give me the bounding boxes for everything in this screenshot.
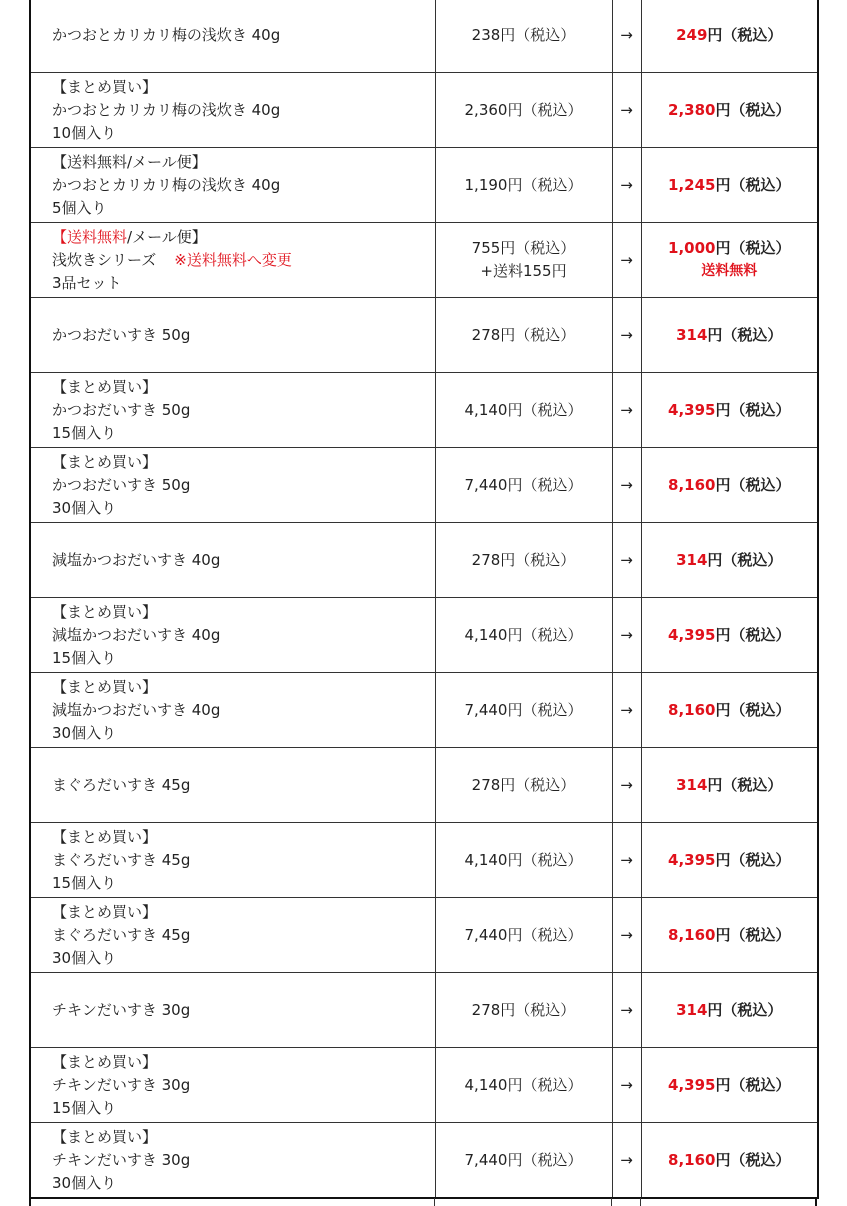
product-name-line: かつおとカリカリ梅の浅炊き 40g bbox=[52, 100, 281, 119]
new-price-amount: 8,160 bbox=[668, 1150, 716, 1169]
new-price bbox=[642, 237, 818, 260]
old-price-cell bbox=[435, 73, 612, 148]
mail-delivery-label: /メール便】 bbox=[127, 227, 207, 246]
old-price-cell bbox=[435, 748, 612, 823]
arrow-cell bbox=[612, 448, 641, 523]
new-price-cell bbox=[641, 0, 818, 73]
old-price-cell bbox=[435, 973, 612, 1048]
right-arrow-icon: → bbox=[620, 700, 633, 719]
product-name-line: 【まとめ買い】 bbox=[52, 902, 158, 921]
product-name-line: かつおだいすき 50g bbox=[52, 475, 191, 494]
arrow-cell bbox=[612, 1123, 641, 1199]
new-price bbox=[642, 699, 818, 722]
arrow-cell bbox=[612, 823, 641, 898]
old-price: 7,440円（税込） bbox=[464, 475, 583, 494]
table-row bbox=[30, 598, 818, 673]
new-price bbox=[642, 24, 818, 47]
new-price-amount: 314 bbox=[676, 325, 708, 344]
arrow-cell bbox=[612, 298, 641, 373]
product-name-cell bbox=[30, 748, 435, 823]
right-arrow-icon: → bbox=[620, 925, 633, 944]
old-price: 4,140円（税込） bbox=[464, 850, 583, 869]
new-price-cell bbox=[641, 973, 818, 1048]
new-price-suffix: 円（税込） bbox=[715, 850, 791, 869]
old-price: 7,440円（税込） bbox=[464, 700, 583, 719]
product-name-line: 30個入り bbox=[52, 948, 117, 967]
new-price-amount: 8,160 bbox=[668, 475, 716, 494]
product-name-line: まぐろだいすき 45g bbox=[52, 925, 191, 944]
arrow-cell bbox=[612, 223, 641, 298]
new-price bbox=[642, 399, 818, 422]
product-name-line: かつおとカリカリ梅の浅炊き 40g bbox=[52, 25, 281, 44]
right-arrow-icon: → bbox=[620, 475, 633, 494]
new-price-amount: 4,395 bbox=[668, 1075, 716, 1094]
product-name-cell bbox=[30, 598, 435, 673]
product-name-line: 【まとめ買い】 bbox=[52, 1127, 158, 1146]
table-row bbox=[30, 823, 818, 898]
new-price-cell bbox=[641, 1048, 818, 1123]
free-shipping-label: 【送料無料 bbox=[52, 227, 128, 246]
table-row bbox=[30, 1123, 818, 1199]
arrow-cell bbox=[612, 673, 641, 748]
new-price-amount: 8,160 bbox=[668, 925, 716, 944]
old-price: 1,190円（税込） bbox=[464, 175, 583, 194]
new-price-suffix: 円（税込） bbox=[707, 550, 783, 569]
new-price-cell bbox=[641, 73, 818, 148]
new-price bbox=[642, 174, 818, 197]
product-name-cell bbox=[30, 1048, 435, 1123]
right-arrow-icon: → bbox=[620, 250, 633, 269]
product-name-line: 【まとめ買い】 bbox=[52, 677, 158, 696]
product-name-line: まぐろだいすき 45g bbox=[52, 850, 191, 869]
product-name-line: 30個入り bbox=[52, 498, 117, 517]
arrow-cell bbox=[612, 0, 641, 73]
new-price-cell bbox=[641, 1123, 818, 1199]
arrow-cell bbox=[612, 748, 641, 823]
right-arrow-icon: → bbox=[620, 1075, 633, 1094]
old-price: +送料155円 bbox=[480, 262, 567, 280]
new-price-amount: 4,395 bbox=[668, 850, 716, 869]
old-price-cell bbox=[435, 0, 612, 73]
product-name-cell bbox=[30, 298, 435, 373]
product-name-line: かつおだいすき 50g bbox=[52, 325, 191, 344]
product-name-line: 減塩かつおだいすき 40g bbox=[52, 550, 221, 569]
product-name-line: 【まとめ買い】 bbox=[52, 1052, 158, 1071]
new-price-cell bbox=[641, 448, 818, 523]
price-revision-table bbox=[29, 0, 819, 1199]
right-arrow-icon: → bbox=[620, 775, 633, 794]
new-price bbox=[642, 624, 818, 647]
new-price-suffix: 円（税込） bbox=[715, 1075, 791, 1094]
new-price-cell bbox=[641, 598, 818, 673]
product-name-line: 5個入り bbox=[52, 198, 107, 217]
new-price-suffix: 円（税込） bbox=[715, 700, 791, 719]
new-price-suffix: 円（税込） bbox=[707, 1000, 783, 1019]
new-price-suffix: 円（税込） bbox=[715, 1150, 791, 1169]
column-divider bbox=[611, 1198, 612, 1206]
new-price-suffix: 円（税込） bbox=[715, 400, 791, 419]
old-price-cell bbox=[435, 448, 612, 523]
old-price: 278円（税込） bbox=[471, 325, 576, 344]
new-price-cell bbox=[641, 223, 818, 298]
table-row bbox=[30, 148, 818, 223]
old-price: 238円（税込） bbox=[471, 25, 576, 44]
new-price-amount: 4,395 bbox=[668, 625, 716, 644]
new-price-amount: 249 bbox=[676, 25, 708, 44]
right-arrow-icon: → bbox=[620, 550, 633, 569]
free-shipping-badge: 送料無料 bbox=[701, 263, 758, 279]
right-arrow-icon: → bbox=[620, 1150, 633, 1169]
new-price-suffix: 円（税込） bbox=[715, 475, 791, 494]
product-name-line: まぐろだいすき 45g bbox=[52, 775, 191, 794]
old-price-cell bbox=[435, 1048, 612, 1123]
new-price-amount: 314 bbox=[676, 550, 708, 569]
old-price-cell bbox=[435, 1123, 612, 1199]
old-price: 278円（税込） bbox=[471, 775, 576, 794]
product-name-line: 3品セット bbox=[52, 273, 122, 292]
new-price-amount: 314 bbox=[676, 1000, 708, 1019]
new-price bbox=[642, 474, 818, 497]
arrow-cell bbox=[612, 73, 641, 148]
product-name-line: 【送料無料/メール便】 bbox=[52, 152, 207, 171]
table-row bbox=[30, 223, 818, 298]
column-divider bbox=[434, 1198, 435, 1206]
new-price-amount: 4,395 bbox=[668, 400, 716, 419]
old-price-cell bbox=[435, 298, 612, 373]
product-name-cell bbox=[30, 823, 435, 898]
product-name-line: チキンだいすき 30g bbox=[52, 1150, 191, 1169]
new-price-suffix: 円（税込） bbox=[715, 100, 791, 119]
new-price-suffix: 円（税込） bbox=[715, 239, 791, 257]
arrow-cell bbox=[612, 598, 641, 673]
old-price-cell bbox=[435, 523, 612, 598]
product-name-cell bbox=[30, 373, 435, 448]
old-price-cell bbox=[435, 223, 612, 298]
right-arrow-icon: → bbox=[620, 1000, 633, 1019]
new-price-amount: 1,000 bbox=[668, 239, 716, 257]
product-name: 浅炊きシリーズ bbox=[52, 250, 157, 269]
right-arrow-icon: → bbox=[620, 625, 633, 644]
table-row bbox=[30, 973, 818, 1048]
new-price-suffix: 円（税込） bbox=[715, 925, 791, 944]
new-price bbox=[642, 99, 818, 122]
new-price-cell bbox=[641, 523, 818, 598]
new-price bbox=[642, 549, 818, 572]
new-price bbox=[642, 1074, 818, 1097]
old-price: 4,140円（税込） bbox=[464, 1075, 583, 1094]
product-name-cell bbox=[30, 0, 435, 73]
new-price-cell bbox=[641, 148, 818, 223]
product-name-line: チキンだいすき 30g bbox=[52, 1000, 191, 1019]
arrow-cell bbox=[612, 973, 641, 1048]
new-price-amount: 314 bbox=[676, 775, 708, 794]
arrow-cell bbox=[612, 898, 641, 973]
new-price-cell bbox=[641, 823, 818, 898]
product-name-cell bbox=[30, 73, 435, 148]
old-price-cell bbox=[435, 598, 612, 673]
new-price-amount: 1,245 bbox=[668, 175, 716, 194]
product-name-line: 15個入り bbox=[52, 873, 117, 892]
product-name-line: かつおとカリカリ梅の浅炊き 40g bbox=[52, 175, 281, 194]
new-price-cell bbox=[641, 673, 818, 748]
arrow-cell bbox=[612, 148, 641, 223]
product-name-cell bbox=[30, 973, 435, 1048]
product-name-cell bbox=[30, 223, 435, 298]
new-price bbox=[642, 1149, 818, 1172]
new-price-amount: 2,380 bbox=[668, 100, 716, 119]
product-name-line: チキンだいすき 30g bbox=[52, 1075, 191, 1094]
table-row bbox=[30, 298, 818, 373]
new-price-cell bbox=[641, 373, 818, 448]
new-price-cell bbox=[641, 898, 818, 973]
table-row bbox=[30, 0, 818, 73]
right-arrow-icon: → bbox=[620, 25, 633, 44]
new-price bbox=[642, 324, 818, 347]
product-name-line: 15個入り bbox=[52, 648, 117, 667]
old-price-cell bbox=[435, 823, 612, 898]
table-row bbox=[30, 748, 818, 823]
product-name-line: 減塩かつおだいすき 40g bbox=[52, 625, 221, 644]
product-name-line bbox=[52, 226, 435, 249]
new-price-suffix: 円（税込） bbox=[715, 175, 791, 194]
product-name-line: 【まとめ買い】 bbox=[52, 77, 158, 96]
old-price-cell bbox=[435, 373, 612, 448]
table-row bbox=[30, 523, 818, 598]
arrow-cell bbox=[612, 1048, 641, 1123]
new-price-suffix: 円（税込） bbox=[707, 775, 783, 794]
arrow-cell bbox=[612, 523, 641, 598]
product-name-line: かつおだいすき 50g bbox=[52, 400, 191, 419]
old-price: 2,360円（税込） bbox=[464, 100, 583, 119]
arrow-cell bbox=[612, 373, 641, 448]
old-price: 278円（税込） bbox=[471, 1000, 576, 1019]
product-name-line: 【まとめ買い】 bbox=[52, 452, 158, 471]
new-price-suffix: 円（税込） bbox=[715, 625, 791, 644]
column-divider bbox=[640, 1198, 641, 1206]
table-row bbox=[30, 448, 818, 523]
new-price-suffix: 円（税込） bbox=[707, 25, 783, 44]
product-name-cell bbox=[30, 673, 435, 748]
right-arrow-icon: → bbox=[620, 400, 633, 419]
new-price bbox=[642, 924, 818, 947]
table-row bbox=[30, 1048, 818, 1123]
product-name-line: 30個入り bbox=[52, 1173, 117, 1192]
old-price: 278円（税込） bbox=[471, 550, 576, 569]
product-name-line: 30個入り bbox=[52, 723, 117, 742]
right-arrow-icon: → bbox=[620, 325, 633, 344]
table-row bbox=[30, 73, 818, 148]
table-row bbox=[30, 673, 818, 748]
new-price-suffix: 円（税込） bbox=[707, 325, 783, 344]
new-price-cell bbox=[641, 298, 818, 373]
new-price-cell bbox=[641, 748, 818, 823]
new-price bbox=[642, 849, 818, 872]
product-name-line: 【まとめ買い】 bbox=[52, 602, 158, 621]
change-note: ※送料無料へ変更 bbox=[174, 250, 292, 269]
old-price: 7,440円（税込） bbox=[464, 1150, 583, 1169]
table-continuation bbox=[29, 1198, 817, 1206]
product-name-cell bbox=[30, 1123, 435, 1199]
product-name-line: 【まとめ買い】 bbox=[52, 827, 158, 846]
price-rows bbox=[30, 0, 818, 1198]
product-name-line: 10個入り bbox=[52, 123, 117, 142]
product-name-line: 【まとめ買い】 bbox=[52, 377, 158, 396]
right-arrow-icon: → bbox=[620, 175, 633, 194]
product-name-line: 15個入り bbox=[52, 1098, 117, 1117]
product-name-cell bbox=[30, 898, 435, 973]
old-price: 4,140円（税込） bbox=[464, 400, 583, 419]
product-name-cell bbox=[30, 523, 435, 598]
old-price-cell bbox=[435, 898, 612, 973]
table-row bbox=[30, 373, 818, 448]
old-price-cell bbox=[435, 673, 612, 748]
product-name-line: 15個入り bbox=[52, 423, 117, 442]
product-name-line bbox=[52, 249, 435, 272]
right-arrow-icon: → bbox=[620, 850, 633, 869]
product-name-cell bbox=[30, 448, 435, 523]
new-price bbox=[642, 999, 818, 1022]
old-price: 4,140円（税込） bbox=[464, 625, 583, 644]
new-price bbox=[642, 774, 818, 797]
right-arrow-icon: → bbox=[620, 100, 633, 119]
product-name-line: 減塩かつおだいすき 40g bbox=[52, 700, 221, 719]
table-row bbox=[30, 898, 818, 973]
new-price-amount: 8,160 bbox=[668, 700, 716, 719]
old-price: 755円（税込） bbox=[471, 239, 576, 257]
old-price: 7,440円（税込） bbox=[464, 925, 583, 944]
product-name-cell bbox=[30, 148, 435, 223]
old-price-cell bbox=[435, 148, 612, 223]
